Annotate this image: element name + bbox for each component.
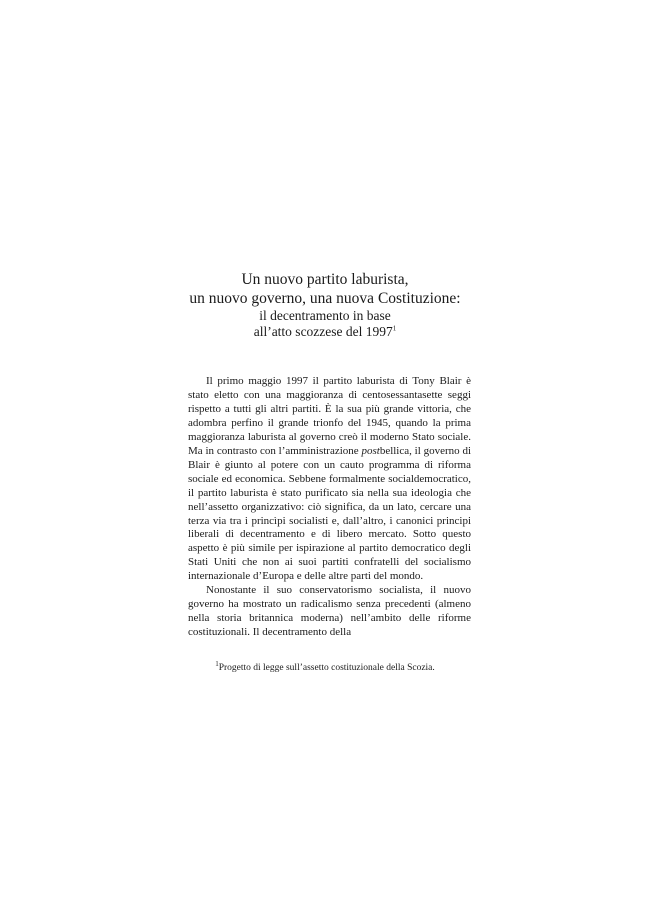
paragraph-1-italic: post [361,444,380,457]
footnote [0,659,650,674]
paragraph-1 [188,375,471,584]
paragraph-2: Nonostante il suo conservatorismo socialista, il nuovo governo ha mostrato un radicalismo senza precedenti (almeno nella storia britannica moderna) nell’ambito delle riforme costituzionali. Il decentramento della [188,584,471,639]
subtitle-line-2 [0,324,650,340]
footnote-text: Progetto di legge sull’assetto costituzionale della Scozia. [218,663,435,673]
footnote-reference[interactable]: 1 [392,324,397,333]
body-text [188,375,471,640]
chapter-heading [0,270,650,340]
subtitle-line-2-text: all’atto scozzese del 1997 [253,324,393,339]
paragraph-1-text-b: bellica, il governo di Blair è giunto al potere con un cauto programma di riforma sociale ed economica. Sebbene formalmente socialdemocratico, il partito laburista è stato purificato sia nella sua ideologia che nell’assetto organizzativo: ciò significa, da un lato, cercare una terza via tra i princìpi socialisti e, dall’altro, i canonici principi liberali di decentramento e di libero mercato. Sotto questo aspetto è più simile per ispirazione al partito democratico degli Stati Uniti che non ai suoi partiti confratelli del socialismo internazionale d’Europa e delle altre parti del mondo. [188,444,471,583]
title-line-2: un nuovo governo, una nuova Costituzione: [189,290,461,307]
title-line-1: Un nuovo partito laburista, [241,271,409,288]
subtitle-line-1: il decentramento in base [259,308,391,323]
footnote-marker: 1 [215,659,219,668]
paragraph-1-text-a: Il primo maggio 1997 il partito laburista di Tony Blair è stato eletto con una maggioranza di centosessantasette seggi rispetto a tutti gli altri partiti. È la sua più grande vittoria, che adombra perfino il grande trionfo del 1945, quando la prima maggioranza laburista al governo creò il moderno Stato sociale. Ma in contrasto con l’amministrazione [188,375,471,457]
